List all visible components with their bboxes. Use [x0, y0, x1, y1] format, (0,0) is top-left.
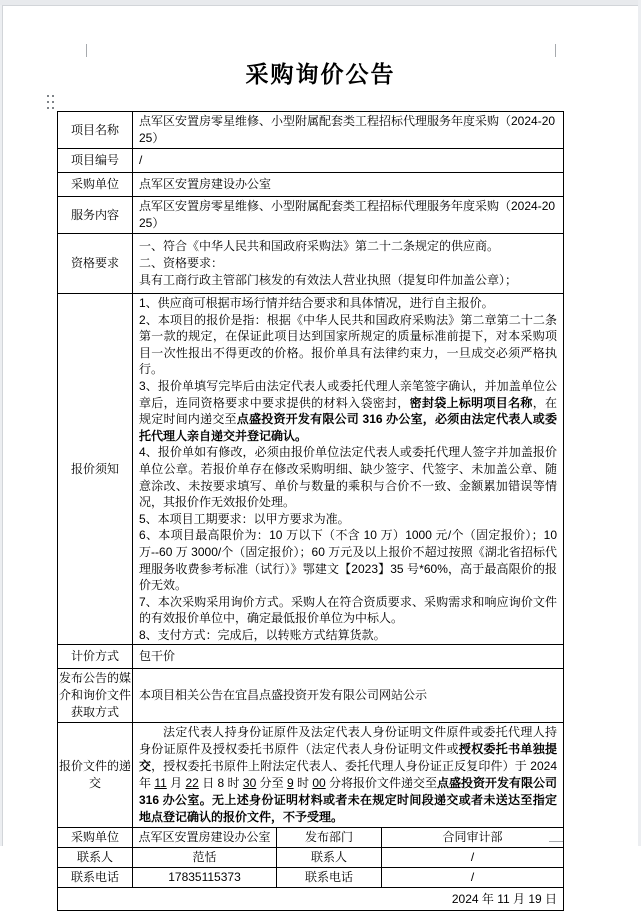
- window-top-strip: [0, 0, 641, 6]
- row-value: 点军区安置房建设办公室: [133, 173, 564, 197]
- footer-purchaser-label: 采购单位: [58, 828, 133, 848]
- submission-date-month: 11: [154, 776, 167, 791]
- table-row-service: [58, 197, 564, 234]
- footer-contact2-label: 联系人: [277, 848, 382, 868]
- submission-seg-bold: 点盛投资开发有限公司 316 办公室。无上述身份证明材料或者未在规定时间段递交或者未送达至指定地点登记确认的报价文件，不予受理。: [139, 776, 558, 825]
- row-label: 项目名称: [58, 112, 133, 149]
- notice-item-6: 6、本项目最高限价为：10 万以下（不含 10 万）1000 元/个（固定报价）；10 万--60 万 3000/个（固定报价）；60 万元及以上报价不超过按照《湖北省招标代理服务收费参考标准（试行）》鄂建文【2023】35 号*60%，高于最高限价的报价无效。: [139, 528, 558, 593]
- submission-seg: 法定代表人持身份证原件及法定代表人身份证明文件原件或委托代理人持身份证原件及授权委托书原件（法定代表人身份证明文件或: [139, 725, 558, 757]
- quote-notice-text: [133, 294, 564, 645]
- row-label: 报价文件的递交: [58, 723, 133, 828]
- row-value: /: [133, 149, 564, 173]
- notice-item-3: [139, 378, 557, 444]
- row-value: 包干价: [133, 645, 564, 669]
- table-row-qualification: [58, 234, 564, 294]
- footer-contact-label: 联系人: [58, 848, 133, 868]
- notice-item-8: 8、支付方式：完成后，以转账方式结算货款。: [139, 627, 386, 642]
- row-label: 报价须知: [58, 294, 133, 645]
- footer-phone-value: 17835115373: [133, 868, 277, 888]
- table-row-submission: [58, 723, 564, 828]
- drag-handle-dots-icon[interactable]: [47, 95, 56, 110]
- submission-time-hour: 9: [286, 776, 294, 791]
- notice-item-3-bold: 密封袋上标明项目名称: [409, 395, 533, 410]
- notice-item-4: 4、报价单如有修改，必须由报价单位法定代表人或委托代理人签字并加盖报价单位公章。若报价单存在修改采购明细、缺少签字、代签字、未加盖公章、随意涂改、未按要求填写、单价与数量的乘积与合价不一致、金额累加错误等情况，其报价作无效报价处理。: [139, 445, 558, 510]
- submission-paragraph: [139, 724, 557, 826]
- qualification-text: [133, 234, 564, 294]
- table-row-quote-notice: [58, 294, 564, 645]
- row-label: 计价方式: [58, 645, 133, 669]
- notice-item-7: 7、本次采购采用询价方式。采购人在符合资质要求、采购需求和响应询价文件的有效报价单位中，确定最低报价单位为中标人。: [139, 594, 558, 626]
- submission-seg: 时: [293, 776, 313, 791]
- row-label: 服务内容: [58, 197, 133, 234]
- notice-item-3-text: ，在规定时间内递交至: [139, 395, 558, 427]
- footer-dept-label: 发布部门: [277, 828, 382, 848]
- notice-item-3-text: 3、报价单填写完毕后由法定代表人或委托代理人亲笔签字确认，并加盖单位公章后，连同资格要求中要求提供的材料入袋密封，: [139, 378, 558, 410]
- row-label: 采购单位: [58, 173, 133, 197]
- row-value: 本项目相关公告在宜昌点盛投资开发有限公司网站公示: [133, 669, 564, 723]
- table-row-footer-contacts: [58, 848, 564, 868]
- submission-seg: 分将报价文件递交至: [325, 776, 438, 791]
- footer-phone2-label: 联系电话: [277, 868, 382, 888]
- page-title: 采购询价公告: [245, 61, 396, 87]
- window-left-edge: [0, 5, 3, 846]
- submission-seg: ，授权委托书原件上附法定代表人、委托代理人身份证正反复印件）于 2024 年: [139, 759, 558, 791]
- notice-item-1: 1、供应商可根据市场行情并结合要求和具体情况，进行自主报价。: [139, 296, 494, 310]
- table-row-media: [58, 669, 564, 723]
- table-row-pricing: [58, 645, 564, 669]
- row-label: 发布公告的媒介和询价文件获取方式: [58, 669, 133, 723]
- footer-purchaser-value: 点军区安置房建设办公室: [133, 828, 277, 848]
- row-label: 资格要求: [58, 234, 133, 294]
- table-row-project-name: [58, 112, 564, 149]
- footer-contact2-value: /: [382, 848, 564, 868]
- submission-seg: 分至: [256, 776, 287, 791]
- submission-time-minute: 30: [242, 776, 257, 791]
- submission-seg: 月: [166, 776, 186, 791]
- footer-contact-value: 范恬: [133, 848, 277, 868]
- table-row-footer-phones: [58, 868, 564, 888]
- submission-date-day: 22: [185, 776, 199, 791]
- qualification-line: 一、符合《中华人民共和国政府采购法》第二十二条规定的供应商。: [139, 239, 500, 253]
- qualification-line: 具有工商行政主管部门核发的有效法人营业执照（提复印件加盖公章）；: [139, 273, 518, 287]
- submission-seg-bold: 授权委托书单独提交: [139, 742, 558, 774]
- table-row-date: [58, 888, 564, 911]
- footer-dept-value: 合同审计部: [382, 828, 564, 848]
- qualification-line: 二、资格要求：: [139, 256, 224, 270]
- issue-date: 2024 年 11 月 19 日: [58, 888, 564, 911]
- table-row-purchaser: [58, 173, 564, 197]
- footer-phone-label: 联系电话: [58, 868, 133, 888]
- notice-item-2: 2、本项目的报价是指：根据《中华人民共和国政府采购法》第二章第二十二条第一款的规定，在保证此项目达到国家所规定的质量标准前提下，对本采购项目一次性报出不得更改的价格。报价单具有法律约束力，一旦成交必须严格执行。: [139, 312, 558, 377]
- submission-time-minute2: 00: [312, 776, 326, 791]
- table-row-project-no: [58, 149, 564, 173]
- table-row-footer-units: [58, 828, 564, 848]
- announcement-table: [57, 111, 564, 911]
- row-value: 点军区安置房零星维修、小型附属配套类工程招标代理服务年度采购（2024-2025）: [133, 112, 564, 149]
- row-label: 项目编号: [58, 149, 133, 173]
- row-value: 点军区安置房零星维修、小型附属配套类工程招标代理服务年度采购（2024-2025）: [133, 197, 564, 234]
- footer-phone2-value: /: [382, 868, 564, 888]
- notice-item-5: 5、本项目工期要求：以甲方要求为准。: [139, 511, 350, 526]
- notice-item-3-bold: 点盛投资开发有限公司 316 办公室，必须由法定代表人或委托代理人亲自递交并登记确认。: [139, 412, 558, 443]
- submission-seg: 日 8 时: [198, 776, 243, 791]
- submission-text: [133, 723, 564, 828]
